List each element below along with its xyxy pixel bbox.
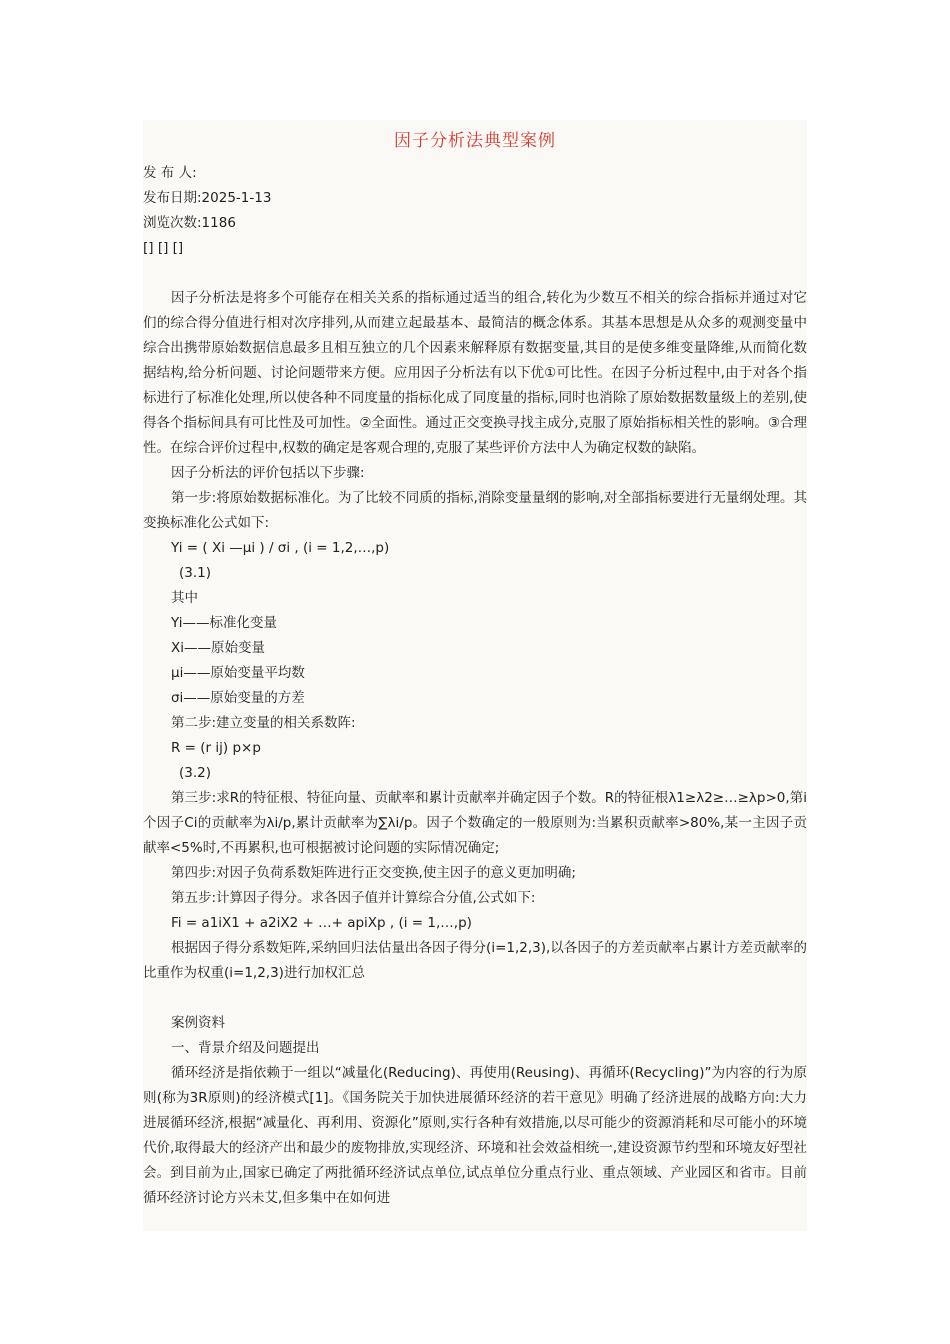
publisher-line: 发 布 人: <box>143 165 197 181</box>
definition-x: Xi——原始变量 <box>171 640 265 656</box>
step-three: 第三步:求R的特征根、特征向量、贡献率和累计贡献率并确定因子个数。R的特征根λ1≥λ2≥…≥λp>0,第i个因子Ci的贡献率为λi/p,累计贡献率为∑λi/p。因子个数确定的一般原则为:当累积贡献率>80%,某一主因子贡献率<5%时,不再累积,也可根据被讨论问题的实际情况确定; <box>143 790 807 856</box>
formula-factor-score: Fi = a1iX1 + a2iX2 + …+ apiXp , (i = 1,…,p) <box>171 915 472 931</box>
spacer <box>143 986 807 1011</box>
step-four: 第四步:对因子负荷系数矩阵进行正交变换,使主因子的意义更加明确; <box>171 865 576 881</box>
formula-correlation: R = (r ij) p×p <box>171 740 261 756</box>
step-two: 第二步:建立变量的相关系数阵: <box>171 715 356 731</box>
equation-number-3-1: (3.1) <box>179 565 212 581</box>
spacer <box>143 261 807 286</box>
definition-y: Yi——标准化变量 <box>171 615 278 631</box>
view-count: 浏览次数:1186 <box>143 215 236 231</box>
formula-standardize: Yi = ( Xi —μi ) / σi , (i = 1,2,…,p) <box>171 540 390 556</box>
step-five: 第五步:计算因子得分。求各因子值并计算综合分值,公式如下: <box>171 890 536 906</box>
document-page <box>143 120 807 1231</box>
steps-intro: 因子分析法的评价包括以下步骤: <box>171 465 365 481</box>
bracket-links[interactable]: [] [] [] <box>143 240 184 256</box>
page-title: 因子分析法典型案例 <box>394 131 556 151</box>
case-heading: 案例资料 <box>171 1015 225 1031</box>
definition-sigma: σi——原始变量的方差 <box>171 690 305 706</box>
equation-number-3-2: (3.2) <box>179 765 212 781</box>
publish-date: 发布日期:2025-1-13 <box>143 190 272 206</box>
weighting-paragraph: 根据因子得分系数矩阵,采纳回归法估量出各因子得分(i=1,2,3),以各因子的方差贡献率占累计方差贡献率的比重作为权重(i=1,2,3)进行加权汇总 <box>143 940 807 981</box>
intro-paragraph: 因子分析法是将多个可能存在相关关系的指标通过适当的组合,转化为少数互不相关的综合指标并通过对它们的综合得分值进行相对次序排列,从而建立起最基本、最简洁的概念体系。其基本思想是从众多的观测变量中综合出携带原始数据信息最多且相互独立的几个因素来解释原有数据变量,其目的是使多维变量降维,从而简化数据结构,给分析问题、讨论问题带来方便。应用因子分析法有以下优①可比性。在因子分析过程中,由于对各个指标进行了标准化处理,所以使各种不同度量的指标化成了同度量的指标,同时也消除了原始数据数量级上的差别,使得各个指标间具有可比性及可加性。②全面性。通过正交变换寻找主成分,克服了原始指标相关性的影响。③合理性。在综合评价过程中,权数的确定是客观合理的,克服了某些评价方法中人为确定权数的缺陷。 <box>143 290 807 456</box>
where-label: 其中 <box>171 590 198 606</box>
step-one: 第一步:将原始数据标准化。为了比较不同质的指标,消除变量量纲的影响,对全部指标要进行无量纲处理。其变换标准化公式如下: <box>143 490 807 531</box>
background-paragraph: 循环经济是指依赖于一组以“减量化(Reducing)、再使用(Reusing)、再循环(Recycling)”为内容的行为原则(称为3R原则)的经济模式[1]。《国务院关于加快进展循环经济的若干意见》明确了经济进展的战略方向:大力进展循环经济,根据“减量化、再利用、资源化”原则,实行各种有效措施,以尽可能少的资源消耗和尽可能小的环境代价,取得最大的经济产出和最少的废物排放,实现经济、环境和社会效益相统一,建设资源节约型和环境友好型社会。到目前为止,国家已确定了两批循环经济试点单位,试点单位分重点行业、重点领域、产业园区和省市。目前循环经济讨论方兴未艾,但多集中在如何进 <box>143 1065 807 1206</box>
section-heading-1: 一、背景介绍及问题提出 <box>171 1040 320 1056</box>
definition-mu: μi——原始变量平均数 <box>171 665 305 681</box>
